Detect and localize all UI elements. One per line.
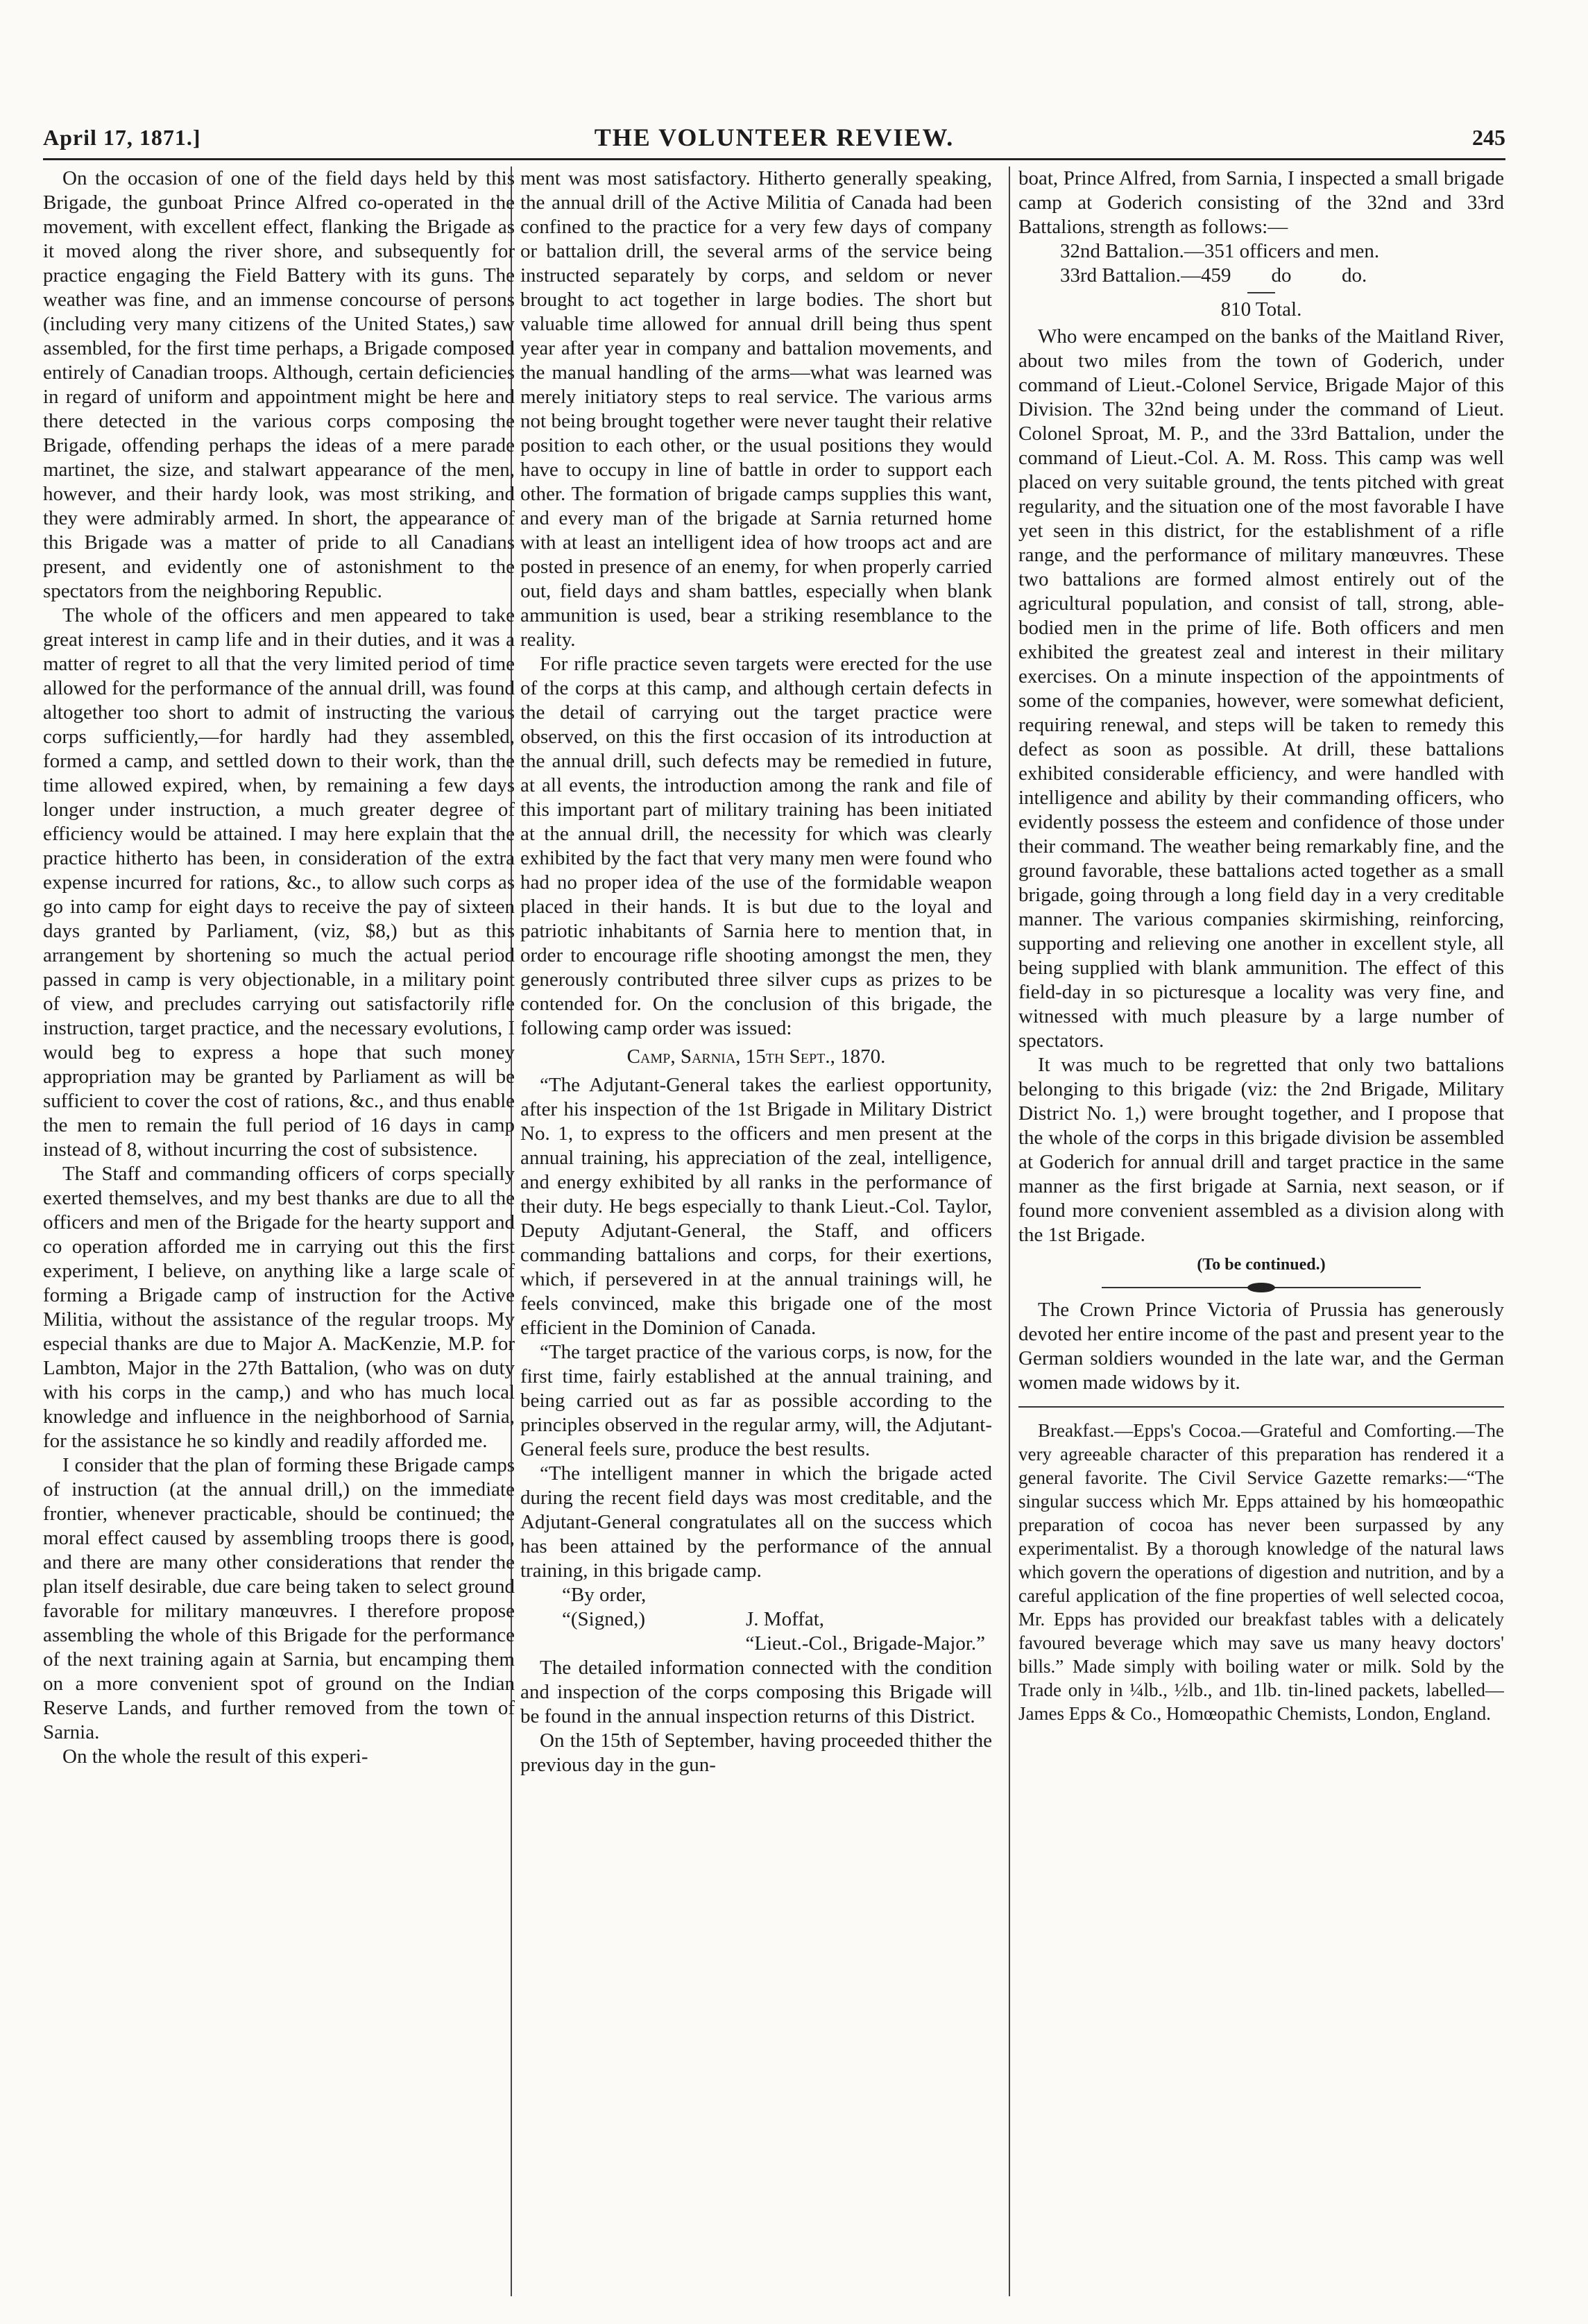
page-header	[43, 123, 1505, 151]
column-1	[43, 166, 515, 2296]
order-signature: “By order,	[562, 1584, 647, 1606]
page-number: 245	[1472, 125, 1505, 150]
battalion-strength: 33rd Battalion.—459 do do.	[1060, 264, 1367, 287]
column-3	[1018, 166, 1504, 2296]
continued-note: (To be continued.)	[1197, 1256, 1326, 1274]
paragraph: On the whole the result of this experi-	[62, 1745, 368, 1768]
paragraph: ment was most satisfactory. Hitherto generally speaking, the annual drill of the Active Militia of Canada had been confined to the practice for a very few days of company or battalion drill, the several arms of the service being instructed separately by corps, and seldom or never brought to act together in large bodies. The short but valuable time allowed for annual drill being thus spent year after year in company and battalion movements, and the manual handling of the arms—what was learned was merely initiatory steps to real service. The various arms not being brought together were never taught their relative position to each other, or the usual positions they would have to occupy in line of battle in order to support each other. The formation of brigade camps supplies this want, and every man of the brigade at Sarnia returned home with at least an intelligent idea of how troops act and are posted in presence of an enemy, for when properly carried out, field days and sham battles, especially when blank ammunition is used, bear a striking resemblance to the reality.	[520, 167, 992, 651]
order-signature: “(Signed,) J. Moffat,	[562, 1608, 825, 1630]
column-2	[520, 166, 992, 2296]
paragraph: Who were encamped on the banks of the Maitland River, about two miles from the town of Goderich, under command of Lieut.-Colonel Service, Brigade Major of this Division. The 32nd being under the command of Lieut. Colonel Sproat, M. P., and the 33rd Battalion, under the command of Lieut.-Col. A. M. Ross. This camp was well placed on very suitable ground, the tents pitched with great regularity, and the situation one of the most favorable I have yet seen in this district, for the establishment of a rifle range, and the performance of military manœuvres. These two battalions are formed almost entirely out of the agricultural population, and consist of tall, strong, able-bodied men in the prime of life. Both officers and men exhibited the greatest zeal and interest in their military exercises. On a minute inspection of the appointments of some of the companies, however, were somewhat deficient, requiring renewal, and steps will be taken to remedy this defect as soon as possible. At drill, these battalions exhibited considerable efficiency, and were handled with intelligence and ability by their commanding officers, who evidently possess the esteem and confidence of those under their command. The weather being remarkably fine, and the ground favorable, these battalions acted together as a small brigade, going through a long field day in a very creditable manner. The various companies skirmishing, reinforcing, supporting and relieving one another in excellent style, all being supplied with blank ammunition. The effect of this field-day in so picturesque a locality was very fine, and witnessed with much pleasure by a large number of spectators.	[1018, 325, 1504, 1052]
paragraph: It was much to be regretted that only two battalions belonging to this brigade (viz: the 2nd Brigade, Military District No. 1,) were brought together, and I propose that the whole of the corps in this brigade division be assembled at Goderich for annual drill and target practice in the same manner as the first brigade at Sarnia, next season, or if found more convenient assembled as a division along with the 1st Brigade.	[1018, 1054, 1504, 1246]
paragraph: I consider that the plan of forming these Brigade camps of instruction (at the annual drill,) on the immediate frontier, whenever practicable, should be continued; the moral effect caused by assembling troops there is good, and there are many other considerations that render the plan itself desirable, due care being taken to select ground favorable for military manœuvres. I therefore propose assembling the whole of this Brigade for the performance of the next training again at Sarnia, but encamping them on a more convenient spot of ground on the Indian Reserve Lands, and further removed from the town of Sarnia.	[43, 1454, 515, 1743]
publication-title: THE VOLUNTEER REVIEW.	[594, 123, 955, 151]
paragraph: boat, Prince Alfred, from Sarnia, I inspected a small brigade camp at Goderich consisting of the 32nd and 33rd Battalions, strength as follows:—	[1018, 167, 1504, 238]
paragraph: On the 15th of September, having proceeded thither the previous day in the gun-	[520, 1729, 992, 1776]
paragraph: The Staff and commanding officers of corps specially exerted themselves, and my best thanks are due to all the officers and men of the Brigade for the hearty support and co operation afforded me in carrying out this the first experiment, I believe, on anything like a large scale of forming a Brigade camp of instruction for the Active Militia, without the assistance of the regular troops. My especial thanks are due to Major A. MacKenzie, M.P. for Lambton, Major in the 27th Battalion, (who was on duty with his corps in the camp,) and who has much local knowledge and influence in the neighborhood of Sarnia, for the assistance he so kindly and readily afforded me.	[43, 1163, 515, 1452]
column-divider	[1009, 166, 1010, 2296]
news-item: The Crown Prince Victoria of Prussia has generously devoted her entire income of the past and present year to the German soldiers wounded in the late war, and the German women made widows by it.	[1018, 1299, 1504, 1394]
camp-order-paragraph: “The intelligent manner in which the brigade acted during the recent field days was most creditable, and the Adjutant-General congratulates all on the success which has been attained by the performance of the annual training, in this brigade camp.	[520, 1462, 992, 1582]
ornamental-divider	[1102, 1287, 1421, 1288]
divider	[1247, 292, 1275, 293]
camp-order-dateline: Camp, Sarnia, 15th Sept., 1870.	[626, 1045, 886, 1068]
issue-date: April 17, 1871.]	[43, 125, 201, 150]
paragraph: The detailed information connected with the condition and inspection of the corps composing this Brigade will be found in the annual inspection returns of this District.	[520, 1657, 992, 1727]
battalion-strength: 32nd Battalion.—351 officers and men.	[1060, 240, 1380, 262]
divider	[1018, 1406, 1504, 1408]
paragraph: For rifle practice seven targets were erected for the use of the corps at this camp, and although certain defects in the detail of carrying out the target practice were observed, on this the first occasion of its introduction at the annual drill, such defects may be remedied in future, at all events, the introduction among the rank and file of this important part of military training has been initiated at the annual drill, the necessity for which was clearly exhibited by the fact that very many men were found who had no proper idea of the use of the formidable weapon placed in their hands. It is but due to the loyal and patriotic inhabitants of Sarnia here to mention that, in order to encourage rifle shooting amongst the men, they generously contributed three silver cups as prizes to be contended for. On the conclusion of this brigade, the following camp order was issued:	[520, 653, 992, 1039]
strength-total: 810 Total.	[1220, 298, 1302, 321]
order-signature: “Lieut.-Col., Brigade-Major.”	[745, 1632, 985, 1655]
advertisement: Breakfast.—Epps's Cocoa.—Grateful and Comforting.—The very agreeable character of this preparation has rendered it a general favorite. The Civil Service Gazette remarks:—“The singular success which Mr. Epps attained by his homœopathic preparation of cocoa has never been surpassed by any experimentalist. By a thorough knowledge of the natural laws which govern the operations of digestion and nutrition, and by a careful application of the fine properties of well selected cocoa, Mr. Epps has provided our breakfast tables with a delicately favoured beverage which may save us many heavy doctors' bills.” Made simply with boiling water or milk. Sold by the Trade only in ¼lb., ½lb., and 1lb. tin-lined packets, labelled—James Epps & Co., Homœopathic Chemists, London, England.	[1018, 1420, 1504, 1724]
paragraph: The whole of the officers and men appeared to take great interest in camp life and in their duties, and it was a matter of regret to all that the very limited period of time allowed for the performance of the annual drill, was found altogether too short to admit of instructing the various corps sufficiently,—for hardly had they assembled, formed a camp, and settled down to their work, than the time allowed expired, when, by remaining a few days longer under instruction, a much greater degree of efficiency would be attained. I may here explain that the practice hitherto has been, in consideration of the extra expense incurred for rations, &c., to allow such corps as go into camp for eight days to receive the pay of sixteen days granted by Parliament, (viz, $8,) but as this arrangement by shortening so much the actual period passed in camp is very objectionable, in a military point of view, and precludes carrying out satisfactorily rifle instruction, target practice, and the necessary evolutions, I would beg to express a hope that such money appropriation may be granted by Parliament as will be sufficient to cover the cost of rations, &c., and thus enable the men to remain the full period of 16 days in camp instead of 8, without incurring the cost of subsistence.	[43, 604, 515, 1161]
header-rule	[43, 158, 1505, 160]
paragraph: On the occasion of one of the field days held by this Brigade, the gunboat Prince Alfred co-operated in the movement, with excellent effect, flanking the Brigade as it moved along the river shore, and subsequently for practice engaging the Field Battery with its guns. The weather was fine, and an immense concourse of persons (including very many citizens of the United States,) saw assembled, for the first time perhaps, a Brigade composed entirely of Canadian troops. Although, certain deficiencies in regard of uniform and appointment might be here and there detected in the various corps composing the Brigade, offending perhaps the ideas of a mere parade martinet, the size, and stalwart appearance of the men, however, and their hardy look, was most striking, and they were admirably armed. In short, the appearance of this Brigade was a matter of pride to all Canadians present, and evidently one of astonishment to the spectators from the neighboring Republic.	[43, 167, 515, 602]
camp-order-paragraph: “The target practice of the various corps, is now, for the first time, fairly established at the annual training, and being carried out as far as possible according to the principles observed in the regular army, will, the Adjutant-General feels sure, produce the best results.	[520, 1341, 992, 1460]
camp-order-paragraph: “The Adjutant-General takes the earliest opportunity, after his inspection of the 1st Brigade in Military District No. 1, to express to the officers and men present at the annual training, his appreciation of the zeal, intelligence, and energy exhibited by all ranks in the performance of their duty. He begs especially to thank Lieut.-Col. Taylor, Deputy Adjutant-General, the Staff, and officers commanding battalions and corps, for their exertions, which, if persevered in at the annual trainings will, he feels convinced, make this brigade one of the most efficient in the Dominion of Canada.	[520, 1074, 992, 1339]
